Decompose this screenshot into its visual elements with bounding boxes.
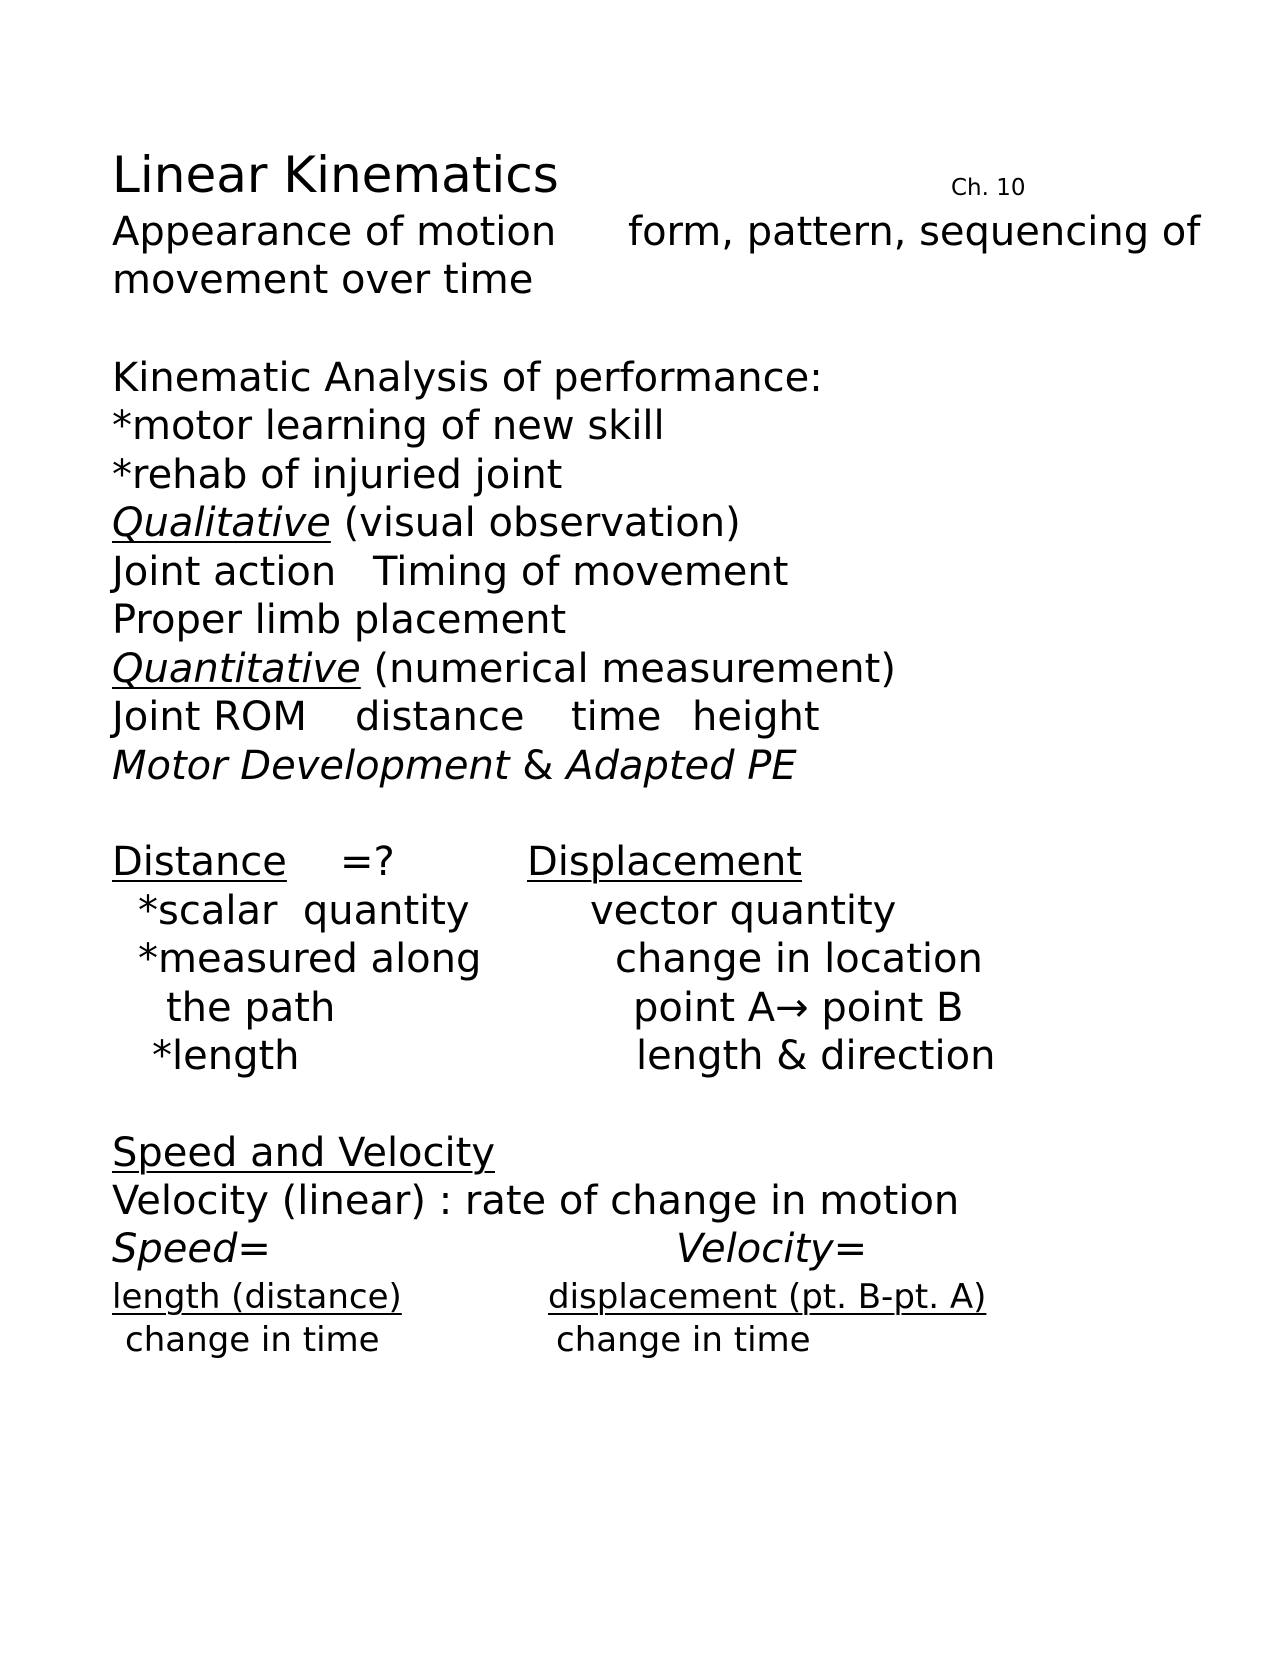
distance-line: the path (166, 985, 336, 1031)
displacement-line: length & direction (636, 1033, 996, 1079)
qualitative-example: Proper limb placement (112, 597, 567, 643)
displacement-heading: Displacement (527, 839, 802, 885)
distance-question: =? (340, 839, 395, 885)
chapter-label: Ch. 10 (951, 175, 1026, 201)
page-title: Linear Kinematics (112, 146, 559, 204)
appearance-description: form, pattern, sequencing of (628, 209, 1201, 255)
analysis-item: *motor learning of new skill (112, 403, 665, 449)
velocity-denominator: change in time (556, 1320, 811, 1360)
distance-heading: Distance (112, 839, 287, 885)
field-motor-development: Motor Development (112, 743, 510, 789)
analysis-item: *rehab of injuried joint (112, 452, 563, 498)
qualitative-term: Qualitative (112, 500, 331, 546)
velocity-definition: Velocity (linear) : rate of change in motion (112, 1178, 960, 1224)
qualitative-example: Joint action (112, 549, 337, 595)
distance-line: *measured along (138, 936, 482, 982)
velocity-label: Velocity= (676, 1226, 868, 1272)
speed-denominator: change in time (125, 1320, 380, 1360)
quantitative-example: time (571, 694, 662, 740)
distance-line: *length (152, 1033, 300, 1079)
qualitative-line (112, 500, 741, 546)
quantitative-example: Joint ROM (112, 694, 307, 740)
velocity-numerator: displacement (pt. B-pt. A) (548, 1277, 987, 1317)
qualitative-description: (visual observation) (343, 500, 741, 546)
displacement-line: vector quantity (590, 888, 897, 934)
quantitative-line (112, 646, 896, 692)
speed-label: Speed= (112, 1226, 271, 1272)
quantitative-term: Quantitative (112, 646, 361, 692)
appearance-description-continued: movement over time (112, 257, 534, 303)
qualitative-example: Timing of movement (373, 549, 789, 595)
distance-line: *scalar quantity (138, 888, 470, 934)
displacement-line: change in location (615, 936, 983, 982)
speed-numerator: length (distance) (112, 1277, 402, 1317)
quantitative-example: height (692, 694, 820, 740)
fields-line (112, 743, 797, 789)
displacement-line: point A→ point B (633, 985, 964, 1031)
fields-ampersand: & (522, 743, 554, 789)
analysis-heading: Kinematic Analysis of performance: (112, 355, 823, 401)
appearance-term: Appearance of motion (112, 209, 557, 255)
quantitative-example: distance (355, 694, 525, 740)
field-adapted-pe: Adapted PE (566, 743, 797, 789)
speed-velocity-heading: Speed and Velocity (112, 1130, 495, 1176)
quantitative-description: (numerical measurement) (373, 646, 896, 692)
